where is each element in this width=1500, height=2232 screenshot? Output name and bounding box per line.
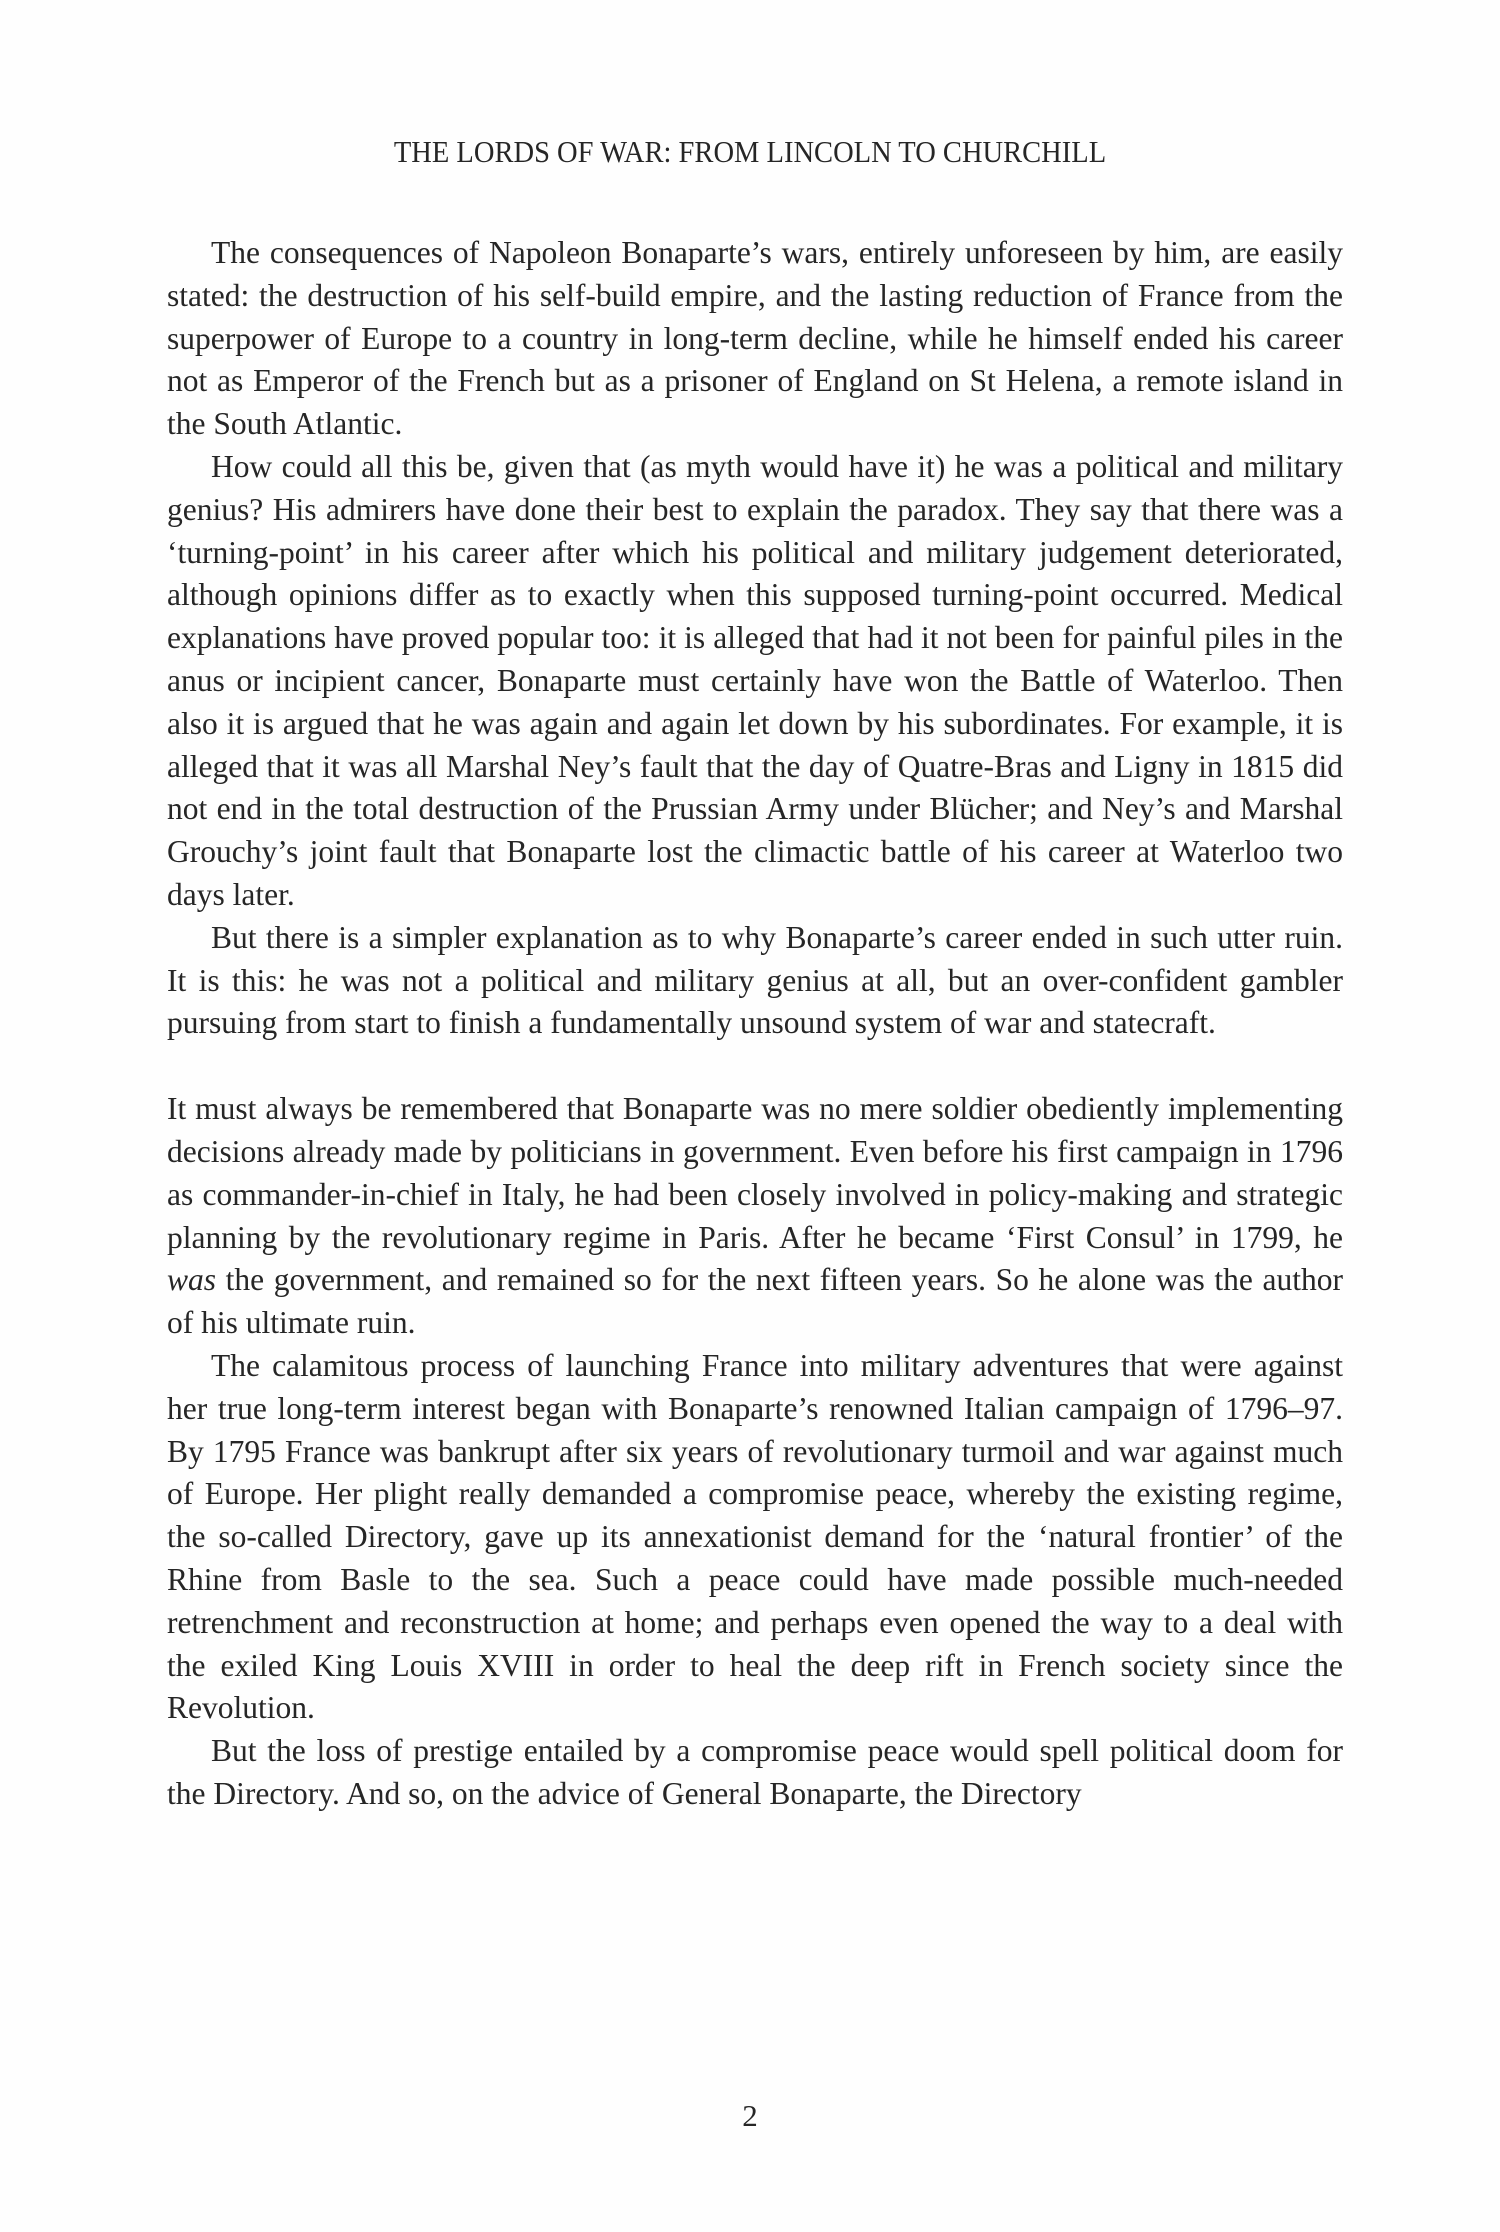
paragraph-1: The consequences of Napoleon Bonaparte’s wars, entirely unforeseen by him, are easily stated: the destruction of his self-build empire, and the lasting reduction of France from the superpower of Europe to a country in long-term decline, while he himself ended his career not as Emperor of the French but as a prisoner of England on St Helena, a remote island in the South Atlantic. <box>167 235 1343 442</box>
running-head: THE LORDS OF WAR: FROM LINCOLN TO CHURCHILL <box>393 134 1107 169</box>
paragraph-4 <box>167 1088 1343 1345</box>
paragraph-5: The calamitous process of launching France into military adventures that were against her true long-term interest began with Bonaparte’s renowned Italian campaign of 1796–97. By 1795 France was bankrupt after six years of revolutionary turmoil and war against much of Europe. Her plight really demanded a compromise peace, whereby the existing regime, the so-called Directory, gave up its annexationist demand for the ‘natural frontier’ of the Rhine from Basle to the sea. Such a peace could have made possible much-needed retrenchment and reconstruction at home; and perhaps even opened the way to a deal with the exiled King Louis XVIII in order to heal the deep rift in French society since the Revolution. <box>167 1347 1343 1726</box>
paragraph-4-italic: was <box>167 1262 217 1298</box>
paragraph-4-text-b: the government, and remained so for the next fifteen years. So he alone was the author of his ultimate ruin. <box>167 1262 1343 1341</box>
paragraph-6: But the loss of prestige entailed by a compromise peace would spell political doom for the Directory. And so, on the advice of General Bonaparte, the Directory <box>167 1733 1343 1811</box>
paragraph-2: How could all this be, given that (as myth would have it) he was a political and military genius? His admirers have done their best to explain the paradox. They say that there was a ‘turning-point’ in his career after which his political and military judgement deteriorated, although opinions differ as to exactly when this supposed turning-point occurred. Medical explanations have proved popular too: it is alleged that had it not been for painful piles in the anus or incipient cancer, Bonaparte must certainly have won the Battle of Waterloo. Then also it is argued that he was again and again let down by his subordinates. For example, it is alleged that it was all Marshal Ney’s fault that the day of Quatre-Bras and Ligny in 1815 did not end in the total destruction of the Prussian Army under Blücher; and Ney’s and Marshal Grouchy’s joint fault that Bonaparte lost the climactic battle of his career at Waterloo two days later. <box>167 448 1343 912</box>
paragraph-3: But there is a simpler explanation as to why Bonaparte’s career ended in such utter ruin. It is this: he was not a political and military genius at all, but an over-confident gambler pursuing from start to finish a fundamentally unsound system of war and statecraft. <box>167 919 1343 1041</box>
page-number: 2 <box>742 2098 758 2133</box>
paragraph-4-text-a: It must always be remembered that Bonaparte was no mere soldier obediently implementing decisions already made by politicians in government. Even before his first campaign in 1796 as commander-in-chief in Italy, he had been closely involved in policy-making and strategic planning by the revolutionary regime in Paris. After he became ‘First Consul’ in 1799, he <box>167 1091 1343 1255</box>
body-text <box>167 232 1343 1816</box>
